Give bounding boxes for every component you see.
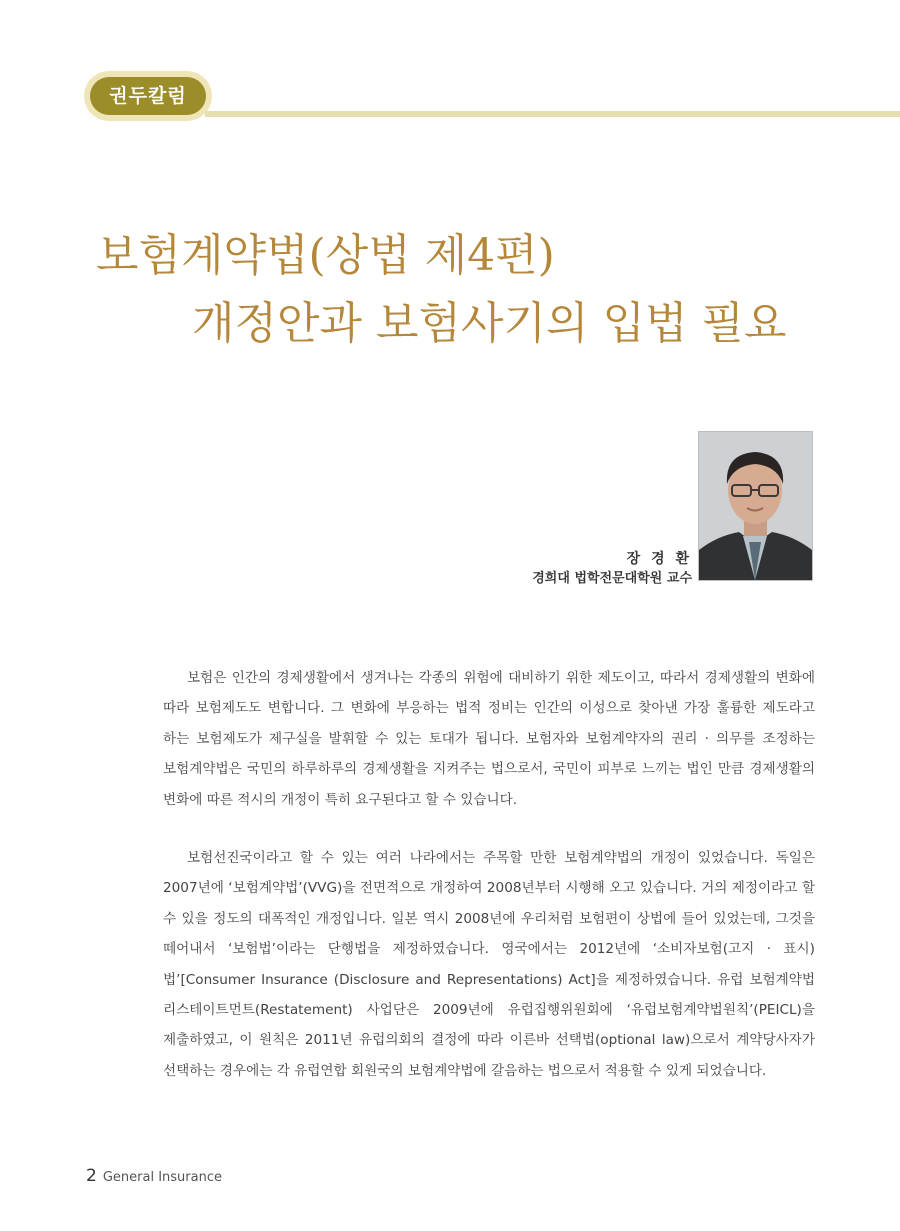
page-number: 2 <box>86 1166 97 1186</box>
article-title-line-2: 개정안과 보험사기의 입법 필요 <box>192 298 787 349</box>
publication-name: General Insurance <box>102 1170 222 1185</box>
author-photo <box>698 431 813 581</box>
author-affiliation: 경희대 법학전문대학원 교수 <box>532 571 692 586</box>
column-badge-frame <box>84 71 212 121</box>
article-body <box>163 663 815 1114</box>
author-name: 장 경 환 <box>626 551 692 567</box>
body-paragraph: 보험선진국이라고 할 수 있는 여러 나라에서는 주목할 만한 보험계약법의 개정이 있었습니다. 독일은 2007년에 ‘보험계약법’(VVG)을 전면적으로 개정하여 2008년부터 시행해 오고 있습니다. 거의 제정이라고 할 수 있을 정도의 대폭적인 개정입니다. 일본 역시 2008년에 우리처럼 보험편이 상법에 들어 있었는데, 그것을 떼어내서 ‘보험법’이라는 단행법을 제정하였습니다. 영국에서는 2012년에 ‘소비자보험(고지 · 표시)법’[Consumer Insurance (Disclosure and Representations) Act]을 제정하였습니다. 유럽 보험계약법 리스테이트먼트(Restatement) 사업단은 2009년에 유럽집행위원회에 ‘유럽보험계약법원칙’(PEICL)을 제출하였고, 이 원칙은 2011년 유럽의회의 결정에 따라 이른바 선택법(optional law)으로서 계약당사자가 선택하는 경우에는 각 유럽연합 회원국의 보험계약법에 갈음하는 법으로서 적용할 수 있게 되었습니다. <box>163 850 815 1079</box>
article-title <box>0 222 900 358</box>
header-rule <box>205 111 900 117</box>
body-paragraph: 보험은 인간의 경제생활에서 생겨나는 각종의 위험에 대비하기 위한 제도이고, 따라서 경제생활의 변화에 따라 보험제도도 변합니다. 그 변화에 부응하는 법적 정비는 인간의 이성으로 찾아낸 가장 훌륭한 제도라고 하는 보험제도가 제구실을 발휘할 수 있는 토대가 됩니다. 보험자와 보험계약자의 권리 · 의무를 조정하는 보험계약법은 국민의 하루하루의 경제생활을 지켜주는 법으로서, 국민이 피부로 느끼는 법인 만큼 경제생활의 변화에 따른 적시의 개정이 특히 요구된다고 할 수 있습니다. <box>163 670 815 808</box>
article-title-line-1: 보험계약법(상법 제4편) <box>96 230 555 281</box>
page-footer <box>86 1166 222 1186</box>
column-badge: 권두칼럼 <box>90 77 206 115</box>
author-portrait-graphic <box>699 432 812 580</box>
